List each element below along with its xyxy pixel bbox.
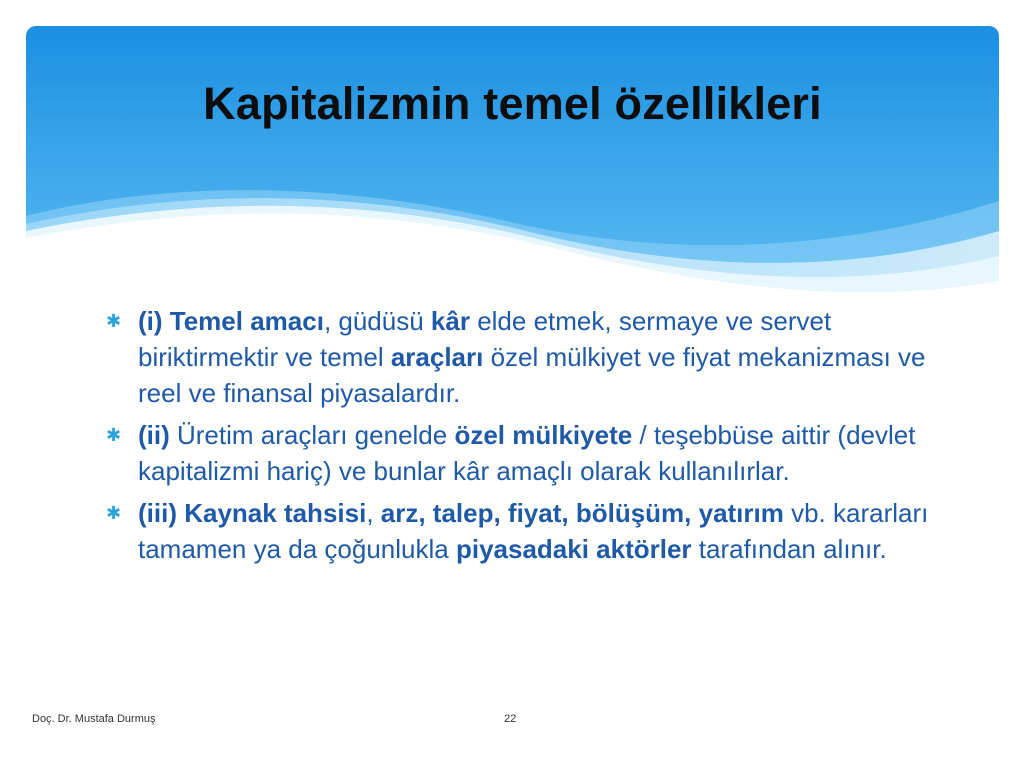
bold-text-segment: (ii) xyxy=(138,420,170,450)
bullet-item xyxy=(106,417,936,489)
header-banner xyxy=(26,26,999,296)
bullet-text xyxy=(138,420,915,486)
bold-text-segment: arz, talep, fiyat, bölüşüm, yatırım xyxy=(380,498,784,528)
slide-title: Kapitalizmin temel özellikleri xyxy=(203,78,822,129)
bold-text-segment: (iii) xyxy=(138,498,185,528)
bold-text-segment: araçları xyxy=(390,342,484,372)
bold-text-segment: Temel amacı xyxy=(169,306,324,336)
bold-text-segment: (i) xyxy=(138,306,170,336)
bold-text-segment: kâr xyxy=(430,306,470,336)
bullet-list xyxy=(106,303,936,573)
text-segment: Üretim araçları genelde xyxy=(169,420,455,450)
text-segment: özel mülkiyet ve fiyat mekanizması ve reel ve finansal piyasalardır. xyxy=(138,342,926,408)
text-segment: / teşebbüse aittir (devlet kapitalizmi hariç) ve bunlar kâr amaçlı olarak kullanılırlar. xyxy=(138,420,916,486)
wave-decoration xyxy=(26,26,999,296)
text-segment: tarafından alınır. xyxy=(691,534,887,564)
bullet-text xyxy=(138,306,926,408)
footer-author: Doç. Dr. Mustafa Durmuş xyxy=(32,713,156,725)
bold-text-segment: özel mülkiyete xyxy=(454,420,633,450)
bullet-star-icon: ✱ xyxy=(106,311,122,331)
bullet-item xyxy=(106,303,936,411)
text-segment: , xyxy=(366,498,381,528)
bullet-star-icon: ✱ xyxy=(106,425,122,445)
bullet-star-icon: ✱ xyxy=(106,503,122,523)
bullet-text xyxy=(138,498,928,564)
bold-text-segment: piyasadaki aktörler xyxy=(455,534,692,564)
bold-text-segment: Kaynak tahsisi xyxy=(184,498,367,528)
page-number: 22 xyxy=(504,713,517,725)
text-segment: , güdüsü xyxy=(323,306,431,336)
bullet-item xyxy=(106,495,936,567)
text-segment: vb. kararları tamamen ya da çoğunlukla xyxy=(138,498,929,564)
text-segment: elde etmek, sermaye ve servet biriktirmektir ve temel xyxy=(138,306,832,372)
